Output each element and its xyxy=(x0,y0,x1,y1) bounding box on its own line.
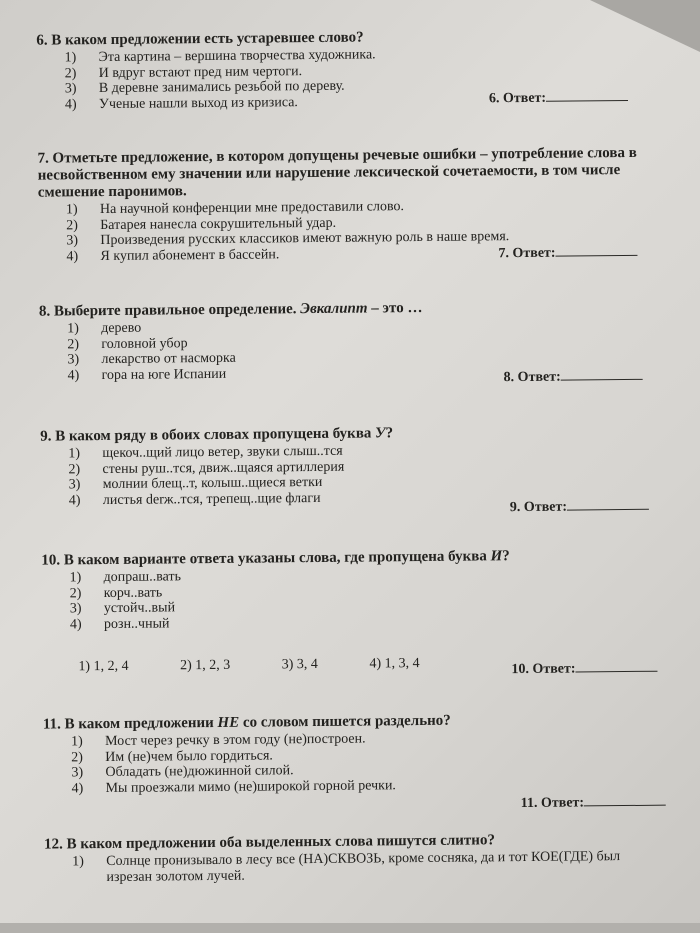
question-12 xyxy=(44,830,684,885)
question-11 xyxy=(43,710,684,796)
option: 4) листья derж..тся, трепещ..щие флаги xyxy=(68,490,321,508)
question-12-options xyxy=(44,848,684,885)
option: 3) Произведения русских классиков имеют важную роль в наше время. xyxy=(66,229,510,249)
option: 1) щекоч..щий лицо ветер, звуки слыш..тся xyxy=(68,443,343,462)
question-10 xyxy=(41,546,682,632)
answer-line[interactable] xyxy=(575,659,657,673)
answer-line[interactable] xyxy=(584,793,666,807)
answer-variant: 2) 1, 2, 3 xyxy=(179,657,231,674)
option: 4) Я купил абонемент в бассейн. xyxy=(66,246,280,264)
answer-field-9[interactable]: 9. Ответ: xyxy=(510,497,649,516)
option: 2) Батарея нанесла сокрушительный удар. xyxy=(66,215,337,233)
option: 1) допраш..вать xyxy=(69,569,182,586)
answer-field-10[interactable]: 10. Ответ: xyxy=(511,659,657,678)
answer-variant: 1) 1, 2, 4 xyxy=(78,658,129,675)
option: 3) Обладать (не)дюжинной силой. xyxy=(71,763,294,781)
answer-field-6[interactable]: 6. Ответ: xyxy=(489,88,628,107)
option: 3) молнии блещ..т, колыш..щиеся ветки xyxy=(68,474,323,493)
option: 2) корч..вать xyxy=(69,584,163,601)
answer-line[interactable] xyxy=(555,243,637,257)
answer-variant: 4) 1, 3, 4 xyxy=(369,656,420,672)
option: 1) Эта картина – вершина творчества художника. xyxy=(64,47,376,66)
option: 4) Мы проезжали мимо (не)широкой горной речки. xyxy=(71,777,396,796)
option: 4) Ученые нашли выход из кризиса. xyxy=(64,94,298,112)
option: 2) И вдруг встают пред ним чертоги. xyxy=(64,63,303,81)
question-10-options xyxy=(41,564,682,632)
option: 2) стены руш..тся, движ..щаяся артиллерия xyxy=(68,459,345,477)
question-12-title: 12. В каком предложении оба выделенных слова пишутся слитно? xyxy=(44,832,495,853)
answer-line[interactable] xyxy=(546,88,628,102)
answer-variant: 3) 3, 4 xyxy=(281,656,318,673)
option: 4) гора на юге Испании xyxy=(67,366,227,383)
answer-field-8[interactable]: 8. Ответ: xyxy=(504,367,643,386)
question-10-answer-variants xyxy=(78,656,467,676)
question-9 xyxy=(40,422,681,508)
option: 2) Им (не)чем было гордиться. xyxy=(71,747,273,765)
option: 1) Мост через речку в этом году (не)построен. xyxy=(71,731,366,750)
option: 1) Солнце пронизывало в лесу все (НА)СКВОЗЬ, кроме сосняка, да и тот КОЕ(ГДЕ) был изрезан золотом лучей. xyxy=(72,849,621,885)
question-11-options xyxy=(43,728,684,796)
option: 2) головной убор xyxy=(67,335,188,352)
question-8-title: 8. Выберите правильное определение. Эвкалипт – это … xyxy=(38,299,423,320)
option: 4) розн..чный xyxy=(69,615,170,632)
answer-line[interactable] xyxy=(561,367,643,381)
question-6-title: 6. В каком предложении есть устаревшее слово? xyxy=(36,29,364,49)
option: 3) устойч..вый xyxy=(69,600,176,617)
question-10-title: 10. В каком варианте ответа указаны слова, где пропущена буква И? xyxy=(41,548,510,569)
question-7-title: 7. Отметьте предложение, в котором допущены речевые ошибки – употребление слова в несвойственном ему значении или нарушение лексической сочетаемости, в том числе смешение паронимов. xyxy=(37,144,637,201)
option: 1) дерево xyxy=(67,320,142,337)
option: 3) лекарство от насморка xyxy=(67,350,236,368)
answer-field-7[interactable]: 7. Ответ: xyxy=(498,243,637,262)
question-9-title: 9. В каком ряду в обоих словах пропущена буква У? xyxy=(40,425,394,445)
answer-line[interactable] xyxy=(567,497,649,511)
option: 3) В деревне занимались резьбой по дереву. xyxy=(64,78,345,97)
question-11-title: 11. В каком предложении НЕ со словом пишется раздельно? xyxy=(42,712,451,733)
option: 1) На научной конференции мне предоставили слово. xyxy=(65,199,405,218)
answer-field-11[interactable]: 11. Ответ: xyxy=(521,793,666,812)
